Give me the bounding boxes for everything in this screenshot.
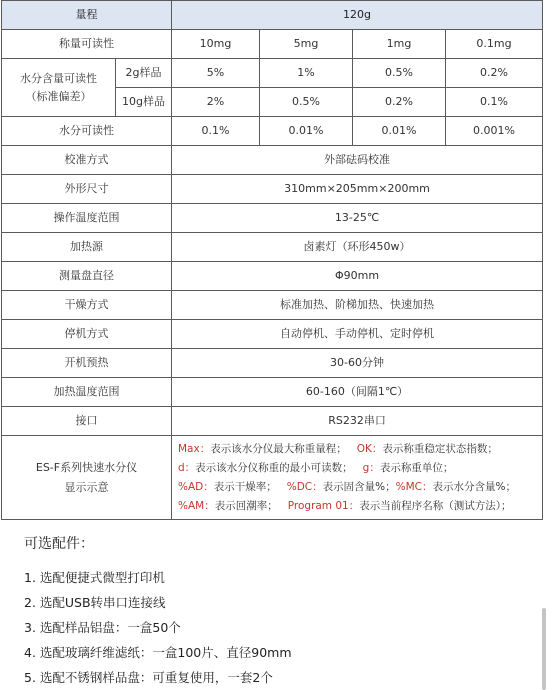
pan-diameter-label: 测量盘直径 <box>2 262 172 291</box>
legend-desc: 表示固含量%； <box>322 480 396 493</box>
legend-key: %DC： <box>286 480 323 493</box>
legend-key: Max： <box>178 442 211 455</box>
legend-key: Program 01： <box>287 499 360 512</box>
moisture-rep-label <box>2 59 116 117</box>
readability-label: 称量可读性 <box>2 30 172 59</box>
spec-table <box>1 0 543 520</box>
display-label-line: 显示示意 <box>64 480 109 494</box>
row-drying <box>2 291 543 320</box>
display-legend-line <box>178 478 538 497</box>
list-item: 2. 选配USB转串口连接线 <box>24 595 166 610</box>
list-item: 5. 选配不锈钢样品盘：可重复使用，一套2个 <box>24 670 273 685</box>
row-stop <box>2 320 543 349</box>
preheat-value: 30-60分钟 <box>172 349 543 378</box>
heat-source-value: 卤素灯（环形450w） <box>172 233 543 262</box>
readability-value: 1mg <box>353 30 446 59</box>
stop-label: 停机方式 <box>2 320 172 349</box>
moisture-read-value: 0.1% <box>172 117 260 146</box>
drying-label: 干燥方式 <box>2 291 172 320</box>
row-preheat <box>2 349 543 378</box>
row-display <box>2 436 543 520</box>
calibration-label: 校准方式 <box>2 146 172 175</box>
readability-value: 0.1mg <box>446 30 543 59</box>
op-temp-label: 操作温度范围 <box>2 204 172 233</box>
display-legend-line <box>178 440 538 459</box>
row-pan-diameter <box>2 262 543 291</box>
sample-2g-value: 5% <box>172 59 260 88</box>
display-legend-line <box>178 497 538 516</box>
sample-10g-label: 10g样品 <box>116 88 172 117</box>
dimensions-label: 外形尺寸 <box>2 175 172 204</box>
optional-accessories-title: 可选配件： <box>24 536 94 552</box>
row-moisture-readability <box>2 117 543 146</box>
pan-diameter-value: Φ90mm <box>172 262 543 291</box>
readability-value: 5mg <box>260 30 353 59</box>
legend-desc: 表示称重稳定状态指数； <box>382 442 498 455</box>
legend-desc: 表示干燥率； <box>213 480 277 493</box>
row-heat-temp <box>2 378 543 407</box>
preheat-label: 开机预热 <box>2 349 172 378</box>
display-label-line: ES-F系列快速水分仪 <box>35 460 138 474</box>
sample-2g-value: 0.5% <box>353 59 446 88</box>
interface-label: 接口 <box>2 407 172 436</box>
moisture-read-value: 0.01% <box>353 117 446 146</box>
legend-key: OK： <box>356 442 383 455</box>
legend-key: g： <box>362 461 380 474</box>
row-op-temp <box>2 204 543 233</box>
sample-10g-value: 0.2% <box>353 88 446 117</box>
range-label: 量程 <box>2 1 172 30</box>
range-value: 120g <box>172 1 543 30</box>
moisture-rep-subtitle: （标准偏差） <box>25 89 92 103</box>
moisture-read-value: 0.001% <box>446 117 543 146</box>
legend-desc: 表示当前程序名称（测试方法）； <box>359 499 512 512</box>
sample-2g-value: 1% <box>260 59 353 88</box>
legend-desc: 表示称重单位； <box>379 461 454 474</box>
legend-key: %AD： <box>178 480 214 493</box>
display-legend-line <box>178 459 538 478</box>
sample-10g-value: 2% <box>172 88 260 117</box>
op-temp-value: 13-25℃ <box>172 204 543 233</box>
sample-10g-value: 0.1% <box>446 88 543 117</box>
row-range <box>2 1 543 30</box>
interface-value: RS232串口 <box>172 407 543 436</box>
row-readability <box>2 30 543 59</box>
moisture-read-label: 水分可读性 <box>2 117 172 146</box>
list-item: 1. 选配便捷式微型打印机 <box>24 570 165 585</box>
readability-value: 10mg <box>172 30 260 59</box>
legend-desc: 表示该水分仪最大称重量程； <box>210 442 347 455</box>
row-heat-source <box>2 233 543 262</box>
heat-source-label: 加热源 <box>2 233 172 262</box>
heat-temp-label: 加热温度范围 <box>2 378 172 407</box>
moisture-rep-title: 水分含量可读性 <box>20 71 97 85</box>
drying-value: 标准加热、阶梯加热、快速加热 <box>172 291 543 320</box>
display-legend <box>172 436 543 520</box>
list-item: 4. 选配玻璃纤维滤纸：一盒100片、直径90mm <box>24 645 292 660</box>
scrollbar[interactable] <box>542 608 546 690</box>
stop-value: 自动停机、手动停机、定时停机 <box>172 320 543 349</box>
legend-key: %AM： <box>178 499 215 512</box>
sample-10g-value: 0.5% <box>260 88 353 117</box>
row-dimensions <box>2 175 543 204</box>
sample-2g-value: 0.2% <box>446 59 543 88</box>
row-interface <box>2 407 543 436</box>
sample-2g-label: 2g样品 <box>116 59 172 88</box>
legend-key: d： <box>178 461 196 474</box>
optional-accessories-list <box>24 565 292 690</box>
moisture-read-value: 0.01% <box>260 117 353 146</box>
row-2g-sample <box>2 59 543 88</box>
legend-desc: 表示水分含量%； <box>432 480 516 493</box>
display-label <box>2 436 172 520</box>
row-calibration <box>2 146 543 175</box>
heat-temp-value: 60-160（间隔1℃） <box>172 378 543 407</box>
calibration-value: 外部砝码校准 <box>172 146 543 175</box>
legend-desc: 表示该水分仪称重的最小可读数； <box>195 461 353 474</box>
legend-key: %MC： <box>395 480 433 493</box>
list-item: 3. 选配样品铝盘：一盒50个 <box>24 620 181 635</box>
legend-desc: 表示回潮率； <box>214 499 278 512</box>
dimensions-value: 310mm×205mm×200mm <box>172 175 543 204</box>
